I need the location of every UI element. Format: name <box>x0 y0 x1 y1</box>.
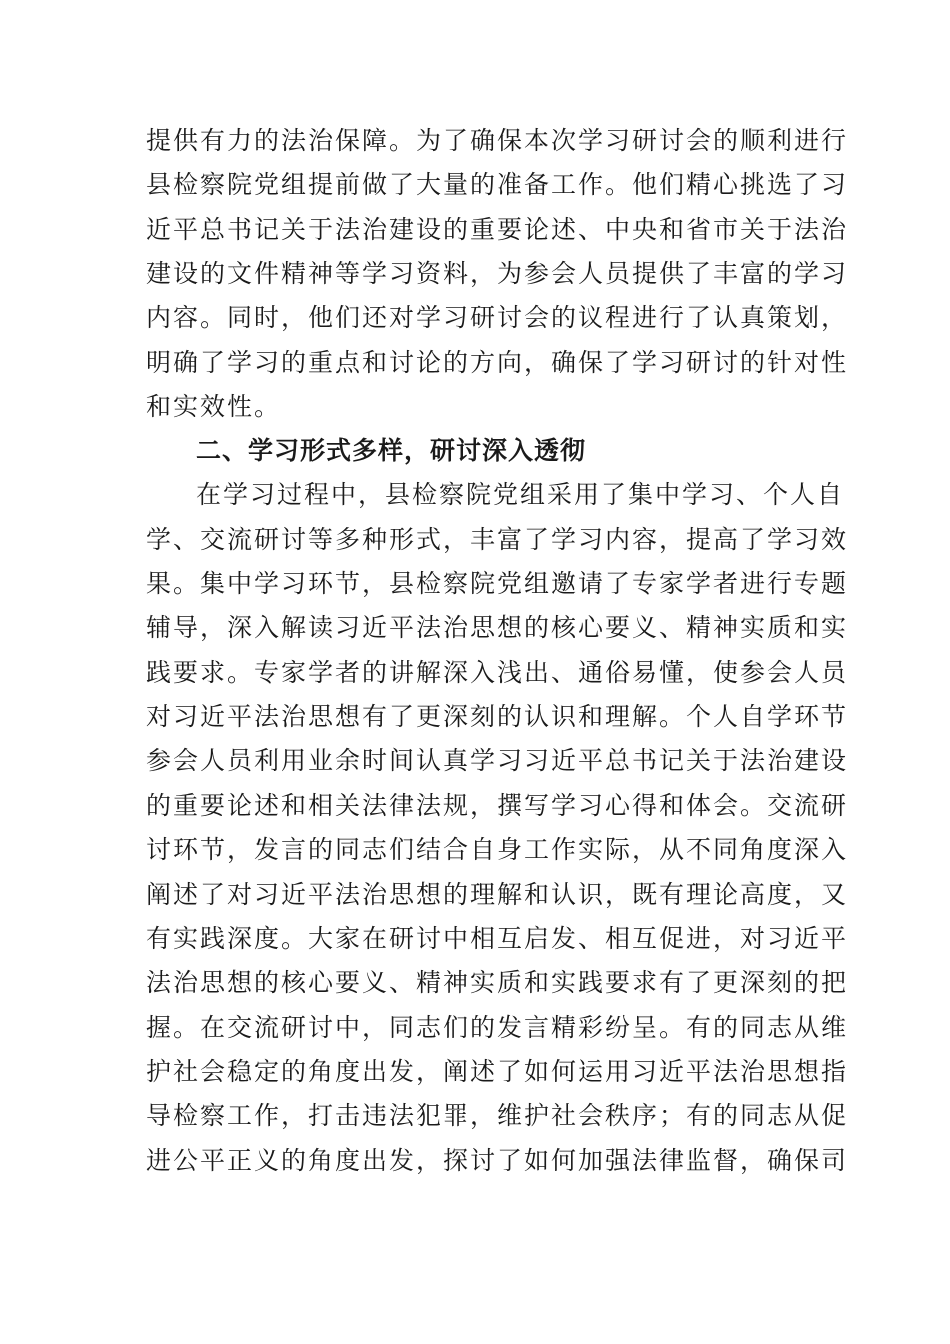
paragraph-line: 握。在交流研讨中，同志们的发言精彩纷呈。有的同志从维 <box>146 1013 849 1042</box>
document-body <box>146 0 849 1344</box>
paragraph-line: 有实践深度。大家在研讨中相互启发、相互促进，对习近平 <box>146 924 849 953</box>
section-heading: 二、学习形式多样，研讨深入透彻 <box>196 436 587 465</box>
paragraph-line: 内容。同时，他们还对学习研讨会的议程进行了认真策划， <box>146 303 849 332</box>
paragraph-line: 导检察工作，打击违法犯罪，维护社会秩序；有的同志从促 <box>146 1101 849 1130</box>
paragraph-line: 参会人员利用业余时间认真学习习近平总书记关于法治建设 <box>146 746 849 775</box>
paragraph-line: 和实效性。 <box>146 392 282 421</box>
paragraph-line: 县检察院党组提前做了大量的准备工作。他们精心挑选了习 <box>146 170 849 199</box>
paragraph-line: 护社会稳定的角度出发，阐述了如何运用习近平法治思想指 <box>146 1057 849 1086</box>
paragraph-line: 建设的文件精神等学习资料，为参会人员提供了丰富的学习 <box>146 259 849 288</box>
paragraph-line: 践要求。专家学者的讲解深入浅出、通俗易懂，使参会人员 <box>146 658 849 687</box>
paragraph-line: 学、交流研讨等多种形式，丰富了学习内容，提高了学习效 <box>146 525 849 554</box>
paragraph-line: 进公平正义的角度出发，探讨了如何加强法律监督，确保司 <box>146 1146 849 1175</box>
paragraph-line: 辅导，深入解读习近平法治思想的核心要义、精神实质和实 <box>146 613 849 642</box>
paragraph-line: 近平总书记关于法治建设的重要论述、中央和省市关于法治 <box>146 215 849 244</box>
paragraph-line: 阐述了对习近平法治思想的理解和认识，既有理论高度，又 <box>146 880 849 909</box>
paragraph-line: 的重要论述和相关法律法规，撰写学习心得和体会。交流研 <box>146 791 849 820</box>
paragraph-line: 提供有力的法治保障。为了确保本次学习研讨会的顺利进行 <box>146 126 849 155</box>
paragraph-line: 讨环节，发言的同志们结合自身工作实际，从不同角度深入 <box>146 835 849 864</box>
paragraph-line: 果。集中学习环节，县检察院党组邀请了专家学者进行专题 <box>146 569 849 598</box>
paragraph-line: 明确了学习的重点和讨论的方向，确保了学习研讨的针对性 <box>146 348 849 377</box>
paragraph-line: 法治思想的核心要义、精神实质和实践要求有了更深刻的把 <box>146 968 849 997</box>
paragraph-line: 在学习过程中，县检察院党组采用了集中学习、个人自 <box>196 480 845 509</box>
paragraph-line: 对习近平法治思想有了更深刻的认识和理解。个人自学环节 <box>146 702 849 731</box>
